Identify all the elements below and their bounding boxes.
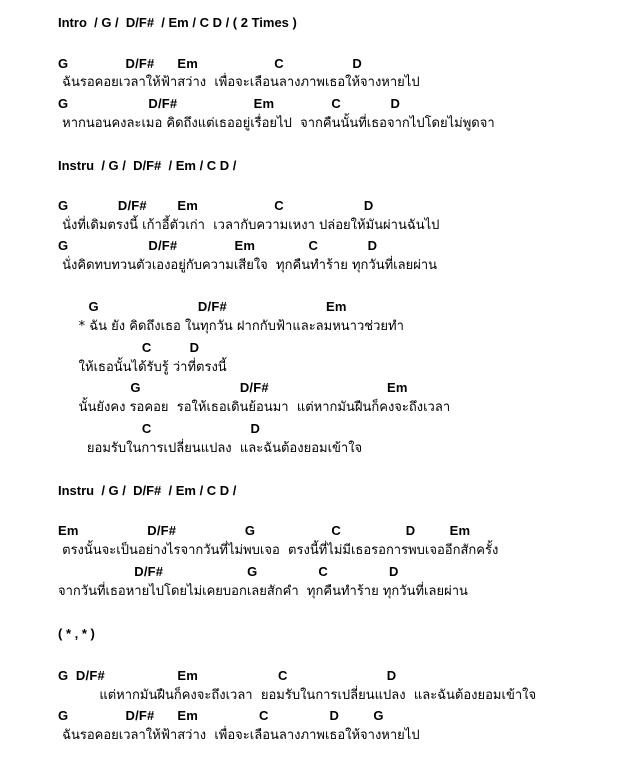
repeat-line: ( * , * ): [58, 626, 95, 641]
chord-line: G D/F# Em C D: [58, 96, 401, 111]
chord-line: C D: [58, 340, 200, 355]
lyric-line: ฉันรอคอยเวลาให้ฟ้าสว่าง เพื่อจะเลือนลางภาพเธอให้จางหายไป: [58, 728, 420, 743]
chord-line: G D/F# Em C D: [58, 198, 374, 213]
intro-line: Intro / G / D/F# / Em / C D / ( 2 Times ): [58, 15, 297, 30]
chord-line: G D/F# Em: [58, 380, 408, 395]
lyric-line: ตรงนั้นจะเป็นอย่างไรจากวันที่ไม่พบเจอ ตรงนี้ที่ไม่มีเธอรอการพบเจออีกสักครั้ง: [58, 543, 499, 558]
lyric-line: ให้เธอนั้นได้รับรู้ ว่าที่ตรงนี้: [58, 360, 227, 375]
lyric-line: ฉันรอคอยเวลาให้ฟ้าสว่าง เพื่อจะเลือนลางภาพเธอให้จางหายไป: [58, 75, 420, 90]
chord-line: G D/F# Em C D: [58, 238, 378, 253]
lyric-line: นั่งคิดทบทวนตัวเองอยู่กับความเสียใจ ทุกคืนทำร้าย ทุกวันที่เลยผ่าน: [58, 258, 438, 273]
lyric-line: แต่หากมันฝืนก็คงจะถึงเวลา ยอมรับในการเปลี่ยนแปลง และฉันต้องยอมเข้าใจ: [58, 688, 537, 703]
chord-line: G D/F# Em C D: [58, 668, 397, 683]
chord-line: G D/F# Em: [58, 299, 347, 314]
lyric-line: จากวันที่เธอหายไปโดยไม่เคยบอกเลยสักคำ ทุกคืนทำร้าย ทุกวันที่เลยผ่าน: [58, 584, 468, 599]
lyric-line: * ฉัน ยัง คิดถึงเธอ ในทุกวัน ฝากกับฟ้าและลมหนาวช่วยทำ: [58, 319, 404, 334]
lyric-line: นั่งที่เดิมตรงนี้ เก้าอี้ตัวเก่า เวลากับความเหงา ปล่อยให้มันผ่านฉันไป: [58, 218, 440, 233]
chord-line: G D/F# Em C D: [58, 56, 362, 71]
instru-line: Instru / G / D/F# / Em / C D /: [58, 483, 237, 498]
chord-line: Em D/F# G C D Em: [58, 523, 471, 538]
instru-line: Instru / G / D/F# / Em / C D /: [58, 158, 237, 173]
chord-line: D/F# G C D: [58, 564, 399, 579]
chord-line: G D/F# Em C D G: [58, 708, 384, 723]
chord-line: C D: [58, 421, 261, 436]
lyric-line: ยอมรับในการเปลี่ยนแปลง และฉันต้องยอมเข้าใจ: [58, 441, 363, 456]
lyric-line: หากนอนคงละเมอ คิดถึงแต่เธออยู่เรื่อยไป จากคืนนั้นที่เธอจากไปโดยไม่พูดจา: [58, 116, 495, 131]
lyric-line: นั้นยังคง รอคอย รอให้เธอเดินย้อนมา แต่หากมันฝืนก็คงจะถึงเวลา: [58, 400, 451, 415]
